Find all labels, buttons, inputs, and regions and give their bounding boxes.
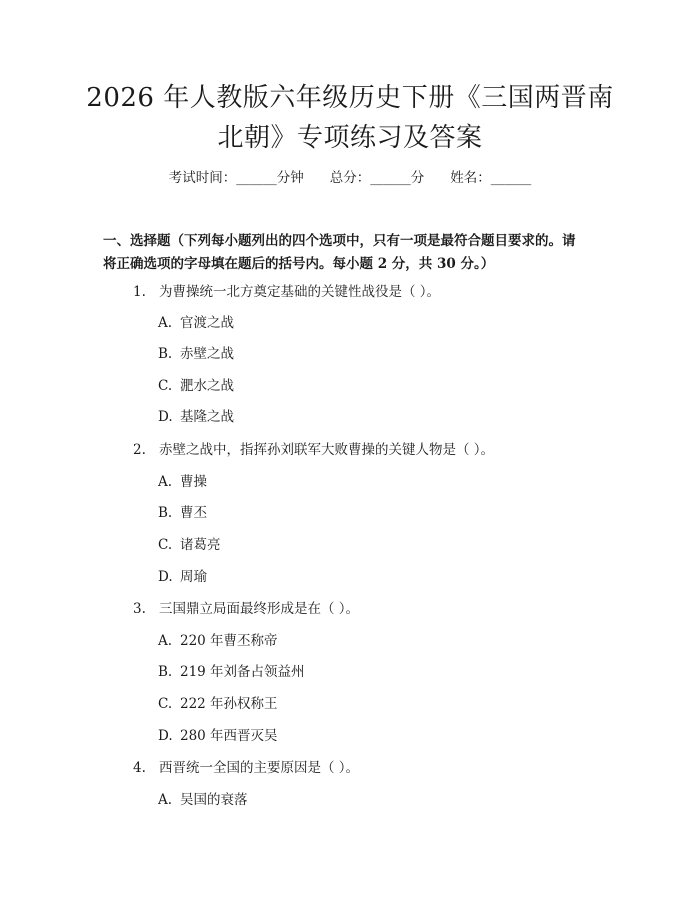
question-3-option-a xyxy=(158,631,278,651)
option-text: 赤壁之战 xyxy=(180,346,234,362)
question-text: 赤壁之战中，指挥孙刘联军大败曹操的关键人物是（ ）。 xyxy=(159,442,495,458)
option-letter: B. xyxy=(158,505,173,521)
question-text: 西晋统一全国的主要原因是（ ）。 xyxy=(159,760,360,776)
question-4 xyxy=(133,758,359,778)
option-letter: A. xyxy=(158,315,173,331)
question-1 xyxy=(133,282,440,302)
option-letter: D. xyxy=(158,409,173,425)
page-title-line-2: 北朝》专项练习及答案 xyxy=(217,123,483,153)
question-3-option-d xyxy=(158,726,278,746)
exam-student-name: 姓名：______ xyxy=(450,170,532,186)
option-text: 淝水之战 xyxy=(180,378,234,394)
option-text: 280 年西晋灭吴 xyxy=(180,728,278,744)
option-text: 曹操 xyxy=(180,474,207,490)
option-text: 诸葛亮 xyxy=(180,537,221,553)
question-1-option-b xyxy=(158,344,234,364)
option-text: 曹丕 xyxy=(180,505,207,521)
option-letter: B. xyxy=(158,346,173,362)
option-letter: B. xyxy=(158,664,173,680)
option-letter: C. xyxy=(158,696,173,712)
option-letter: A. xyxy=(158,474,173,490)
question-text: 三国鼎立局面最终形成是在（ ）。 xyxy=(159,601,360,617)
option-letter: C. xyxy=(158,378,173,394)
option-text: 官渡之战 xyxy=(180,315,234,331)
option-text: 222 年孙权称王 xyxy=(180,696,278,712)
option-letter: D. xyxy=(158,569,173,585)
option-letter: A. xyxy=(158,633,173,649)
question-3-option-b xyxy=(158,662,305,682)
question-1-option-c xyxy=(158,376,234,396)
option-text: 220 年曹丕称帝 xyxy=(180,633,278,649)
question-1-option-a xyxy=(158,313,234,333)
exam-meta xyxy=(0,168,700,188)
question-2-option-d xyxy=(158,567,207,587)
question-2-option-c xyxy=(158,535,221,555)
exam-total-score: 总分：______分 xyxy=(329,170,425,186)
question-number: 4. xyxy=(133,760,146,776)
section-heading-line-1: 一、选择题（下列每小题列出的四个选项中，只有一项是最符合题目要求的。请 xyxy=(103,233,576,249)
question-3 xyxy=(133,599,359,619)
exam-time: 考试时间：______分钟 xyxy=(168,170,304,186)
page-title-line-1: 2026 年人教版六年级历史下册《三国两晋南 xyxy=(86,83,614,113)
question-1-option-d xyxy=(158,407,234,427)
question-2 xyxy=(133,440,494,460)
question-2-option-b xyxy=(158,503,207,523)
option-letter: D. xyxy=(158,728,173,744)
question-text: 为曹操统一北方奠定基础的关键性战役是（ ）。 xyxy=(159,284,441,300)
question-4-option-a xyxy=(158,790,248,810)
option-text: 周瑜 xyxy=(180,569,207,585)
question-2-option-a xyxy=(158,472,207,492)
question-number: 3. xyxy=(133,601,146,617)
option-letter: A. xyxy=(158,792,173,808)
option-text: 219 年刘备占领益州 xyxy=(180,664,305,680)
question-number: 2. xyxy=(133,442,146,458)
question-3-option-c xyxy=(158,694,278,714)
option-text: 基隆之战 xyxy=(180,409,234,425)
option-letter: C. xyxy=(158,537,173,553)
section-heading-line-2: 将正确选项的字母填在题后的括号内。每小题 2 分，共 30 分。） xyxy=(103,256,495,272)
option-text: 吴国的衰落 xyxy=(180,792,248,808)
question-number: 1. xyxy=(133,284,146,300)
